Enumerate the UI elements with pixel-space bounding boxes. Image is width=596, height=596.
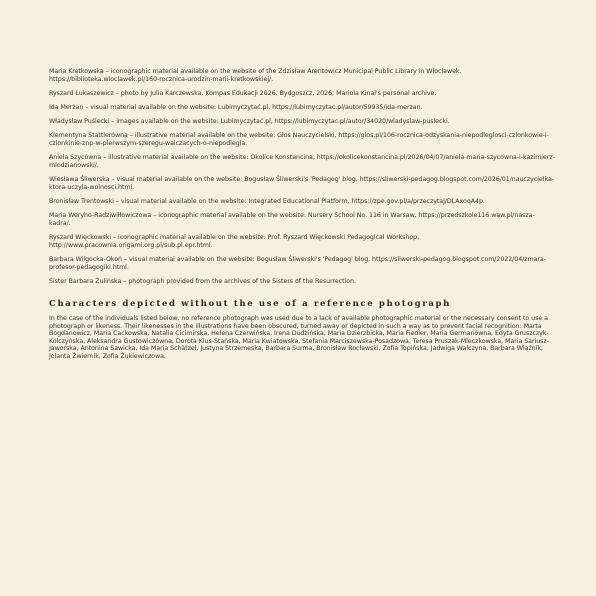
credit-entry: Maria Weryho-Radziwiłłowiczowa – iconographic material available on the website: Nursery School No. 116 in Warsaw, https://przedszkole116.waw.pl/nasza-kadra/.: [49, 212, 535, 227]
credit-entry: Ida Merżan – visual material available on the website: Lubimyczytać.pl, https://lubimyczytac.pl/autor/59935/ida-merzan.: [49, 104, 423, 111]
credit-entry: Sister Barbara Żulińska – photograph provided from the archives of the Sisters of the Resurrection.: [49, 278, 356, 285]
image-credits: [49, 68, 555, 361]
credit-entry: Ryszard Łukaszewicz – photo by Julia Karczewska, Kompas Edukacji 2026, Bydgoszcz, 2026; Mariola Kinal's personal archive.: [49, 90, 437, 97]
credit-entry: Maria Kretkowska – iconographic material available on the website of the Zdzisław Arentowicz Municipal Public Library in Włocławek, https://biblioteka.wloclawek.pl/160-rocznica-urodzin-marii-kretkowskiej/.: [49, 68, 462, 83]
credit-entry: Ryszard Więckowski – iconographic material available on the website: Prof. Ryszard Więckowski Pedagogical Workshop, http://www.pracownia.origami.org.pl/sub.pl.epr.html.: [49, 234, 420, 249]
credit-entry: Aniela Szycówna – illustrative material available on the website: Okolice Konstancina, https://okolicekonstancina.pl/2026/04/07/aniela-maria-szycowna-i-kazimierz-mlodzianowski/.: [49, 154, 555, 169]
credit-entry: Bronisław Trentowski – visual material available on the website: Integrated Educational Platform, https://zpe.gov.pl/a/przeczytaj/DLAxoqA4p.: [49, 198, 485, 205]
section-heading: Characters depicted without the use of a reference photograph: [49, 299, 451, 309]
credit-entry: Wiesława Śliwerska – visual material available on the website: Bogusław Śliwerski's 'Pedagog' blog, https://sliwerski-pedagog.blogspot.com/2026/01/nauczycielka-ktora-uczyla-wolnosci.html.: [49, 176, 554, 191]
credit-entry: Władysław Puślecki – images available on the website: Lubimyczytać.pl, https://lubimyczytac.pl/autor/34020/wladyslaw-puslecki.: [49, 118, 450, 125]
section-body: In the case of the individuals listed below, no reference photograph was used due to a lack of available photographic material or the necessary consent to use a photograph or likeness. Their likenesses in the illustrations have been obscured, turned away or depicted in such a way as to prevent facial recognition: Marta Bogdanowicz, Maria Cackowska, Natalia Cicimirska, Helena Czerwińska, Irena Dudzińska, Maria Dzierzbicka, Maria Fiedler, Maria Germanówna, Edyta Gruszczyk-Kolczyńska, Aleksandra Gustowiczówna, Dorota Klus-Stańska, Maria Kwiatowska, Stefania Marciszewska-Posadzowa, Teresa Pruszak-Mleczkowska, Maria Sariusz-Jaworska, Antonina Sawicka, Ida Maria Schätzel, Justyna Strzemeska, Barbara Surma, Bronisław Rocławski, Zofia Topińska, Jadwiga Walczyna, Barbara Wlaźnik, Jolanta Żwiernik, Zofia Żukiewiczowa.: [49, 315, 549, 360]
credit-entry: Klementyna Stattlerówna – illustrative material available on the website: Głos Nauczycielski, https://glos.pl/106-rocznica-odzyskania-niepodleglosci-czlonkowie-i-czlonkinie-znp-w-pierwszym-szeregu-walczacych-o-niepodlegla.: [49, 132, 549, 147]
credit-entry: Barbara Wilgocka-Okoń – visual material available on the website: Bogusław Śliwerski's 'Pedagog' blog, https://sliwerski-pedagog.blogspot.com/2022/04/zmara-profesor-pedagogiki.html.: [49, 256, 546, 271]
